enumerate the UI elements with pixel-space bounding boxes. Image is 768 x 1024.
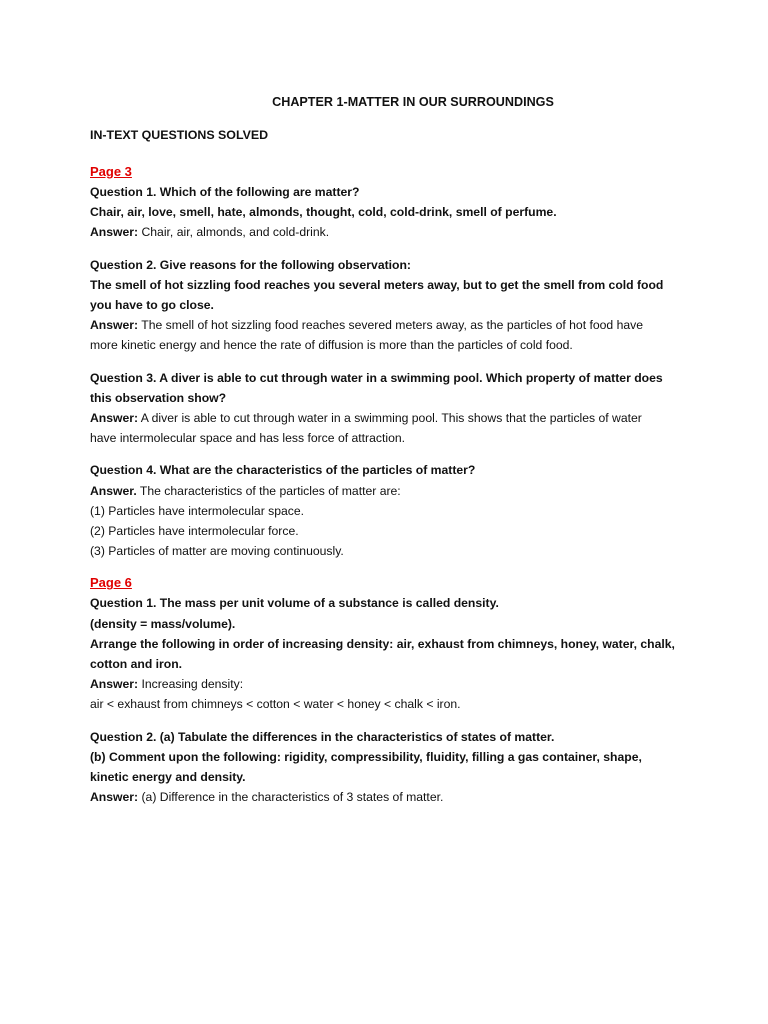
answer-label: Answer.	[90, 483, 137, 498]
p3-question-2	[90, 255, 690, 356]
answer-text	[90, 481, 690, 501]
section-subtitle: IN-TEXT QUESTIONS SOLVED	[90, 128, 269, 142]
question-text: cotton and iron.	[90, 657, 183, 672]
question-text: kinetic energy and density.	[90, 770, 246, 785]
chapter-title: CHAPTER 1-MATTER IN OUR SURROUNDINGS	[272, 95, 554, 109]
answer-text: air < exhaust from chimneys < cotton < water < honey < chalk < iron.	[90, 697, 461, 712]
answer-label: Answer:	[90, 411, 139, 426]
answer-text: have intermolecular space and has less force of attraction.	[90, 431, 406, 446]
question-text: (density = mass/volume).	[90, 616, 236, 631]
answer-text	[90, 787, 690, 807]
answer-label: Answer:	[90, 318, 139, 333]
question-text: this observation show?	[90, 390, 227, 405]
answer-label: Answer:	[90, 790, 139, 805]
p3-question-3	[90, 368, 690, 449]
list-item: (1) Particles have intermolecular space.	[90, 503, 305, 518]
list-item: (2) Particles have intermolecular force.	[90, 524, 299, 539]
list-item: (3) Particles of matter are moving continuously.	[90, 544, 344, 559]
question-text: Question 1. The mass per unit volume of a substance is called density.	[90, 596, 499, 611]
p3-question-4	[90, 460, 690, 561]
answer-text	[90, 674, 690, 694]
page-3-heading: Page 3	[90, 164, 132, 179]
answer-body: Increasing density:	[138, 677, 244, 692]
page-6-heading: Page 6	[90, 575, 132, 591]
answer-text: more kinetic energy and hence the rate of diffusion is more than the particles of cold food.	[90, 338, 573, 353]
answer-text	[90, 315, 690, 335]
answer-label: Answer:	[90, 225, 139, 240]
question-text: Question 2. (a) Tabulate the differences in the characteristics of states of matter.	[90, 729, 555, 744]
answer-label: Answer:	[90, 677, 139, 692]
question-text: Question 4. What are the characteristics of the particles of matter?	[90, 463, 476, 478]
question-text: (b) Comment upon the following: rigidity, compressibility, fluidity, filling a gas container, shape,	[90, 749, 642, 764]
answer-body: A diver is able to cut through water in a swimming pool. This shows that the particles of water	[138, 411, 642, 426]
answer-text	[90, 222, 690, 242]
answer-body: The characteristics of the particles of matter are:	[136, 483, 401, 498]
question-text: Question 2. Give reasons for the following observation:	[90, 257, 411, 272]
answer-body: (a) Difference in the characteristics of 3 states of matter.	[138, 790, 444, 805]
p6-question-2	[90, 727, 690, 808]
question-text: Chair, air, love, smell, hate, almonds, thought, cold, cold-drink, smell of perfume.	[90, 205, 557, 220]
content-body	[90, 162, 690, 807]
answer-text	[90, 408, 690, 428]
p6-question-1	[90, 593, 690, 714]
p3-question-1	[90, 182, 690, 243]
answer-body: Chair, air, almonds, and cold-drink.	[138, 225, 330, 240]
question-text: Question 1. Which of the following are matter?	[90, 185, 360, 199]
question-text: Question 3. A diver is able to cut through water in a swimming pool. Which property of matter does	[90, 370, 663, 385]
answer-body: The smell of hot sizzling food reaches severed meters away, as the particles of hot food have	[138, 318, 644, 333]
question-text: you have to go close.	[90, 298, 214, 313]
question-text: Arrange the following in order of increasing density: air, exhaust from chimneys, honey, water, chalk,	[90, 636, 675, 651]
question-text: The smell of hot sizzling food reaches you several meters away, but to get the smell from cold food	[90, 277, 664, 292]
